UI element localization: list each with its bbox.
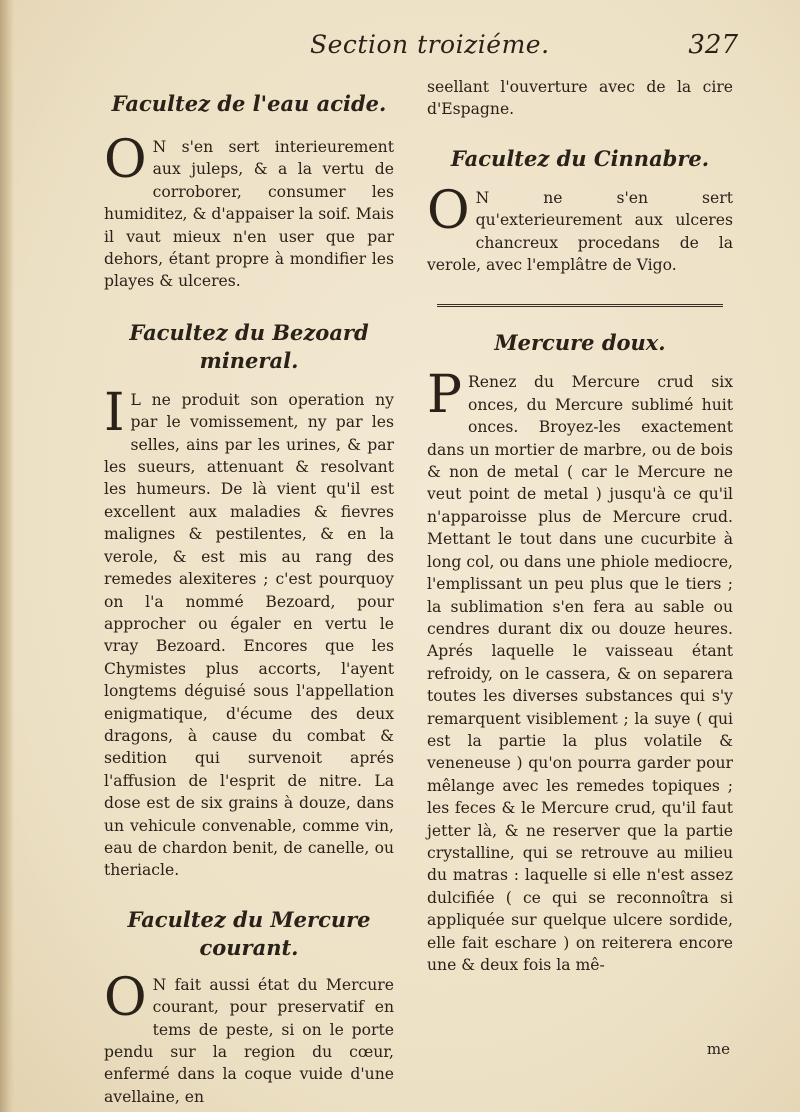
section-heading-eau-acide: Facultez de l'eau acide. — [111, 91, 387, 116]
page-number: 327 — [688, 30, 738, 60]
drop-cap: P — [427, 365, 462, 426]
paragraph-cinnabre — [427, 180, 733, 277]
section-divider-rule — [437, 304, 723, 307]
paragraph-eau-acide — [104, 130, 394, 293]
section-heading-bezoard: Facultez du Bezoard mineral. — [129, 319, 369, 373]
section-heading-cinnabre: Facultez du Cinnabre. — [450, 145, 710, 171]
left-column — [104, 76, 394, 1108]
section-heading-mercure-courant: Facultez du Mercure courant. — [127, 906, 371, 960]
paragraph-mercure-courant — [104, 967, 394, 1108]
running-title: Section troiziéme. — [310, 30, 550, 59]
paragraph-text: L ne produit son operation ny par le vomissement, ny par les selles, ains par les urines, & par les sueurs, attenuant & resolvant les humeurs. De là vient qu'il est excellent aux maladies & fievres malignes & pestilentes, & en la verole, & est mis au rang des remedes alexiteres ; c'est pourquoy on l'a nommé Bezoard, pour approcher ou égaler en vertu le vray Bezoard. Encores que les Chymistes plus accorts, l'ayent longtems déguisé sous l'appellation enigmatique, d'écume des deux dragons, à cause du combat & sedition qui survenoit aprés l'affusion de l'esprit de nitre. La dose est de six grains à douze, dans un vehicule convenable, comme vin, eau de chardon benit, de canelle, ou theriacle. — [104, 390, 394, 880]
paragraph-text: Renez du Mercure crud six onces, du Mercure sublimé huit onces. Broyez-les exactement dans un mortier de marbre, ou de bois & non de metal ( car le Mercure ne veut point de metal ) jusqu'à ce qu'il n'apparoisse plus de Mercure crud. Mettant le tout dans une cucurbite à long col, ou dans une phiole mediocre, l'emplissant un peu plus que le tiers ; la sublimation s'en fera au sable ou cendres durant dix ou douze heures. Aprés laquelle le vaisseau étant refroidy, on le cassera, & on separera toutes les diverses substances qui s'y remarquent visiblement ; la suye ( qui est la partie la plus volatile & veneneuse ) qu'on pourra garder pour mêlange avec les remedes topiques ; les feces & le Mercure crud, qu'il faut jetter là, & ne reserver que la partie crystalline, qui se retrouve au milieu du matras : laquelle si elle n'est assez dulcifiée ( ce qui se reconnoîtra si appliquée sur quelque ulcere sordide, elle fait eschare ) on reiterera encore une & deux fois la mê- — [427, 373, 733, 974]
paragraph-mercure-doux — [427, 365, 733, 976]
drop-cap: O — [104, 967, 147, 1028]
paragraph-text: N s'en sert interieurement aux juleps, & a la vertu de corroborer, consumer les humiditez, & d'appaiser la soif. Mais il vaut mieux n'en user que par dehors, étant propre à mondifier les playes & ulceres. — [104, 138, 394, 291]
page-gutter — [0, 0, 14, 1112]
paragraph-bezoard — [104, 382, 394, 882]
catchword: me — [706, 1040, 730, 1058]
paragraph-continuation: seellant l'ouverture avec de la cire d'Espagne. — [427, 78, 733, 119]
drop-cap: O — [104, 130, 147, 190]
section-heading-mercure-doux: Mercure doux. — [494, 330, 666, 356]
right-column — [427, 76, 733, 976]
drop-cap: O — [427, 180, 470, 241]
paragraph-text: N fait aussi état du Mercure courant, pour preservatif en tems de peste, si on le porte pendu sur la region du cœur, enfermé dans la coque vuide d'une avellaine, en — [104, 975, 394, 1106]
drop-cap: I — [104, 382, 125, 443]
paragraph-text: N ne s'en sert qu'exterieurement aux ulceres chancreux procedans de la verole, avec l'emplâtre de Vigo. — [427, 188, 733, 275]
